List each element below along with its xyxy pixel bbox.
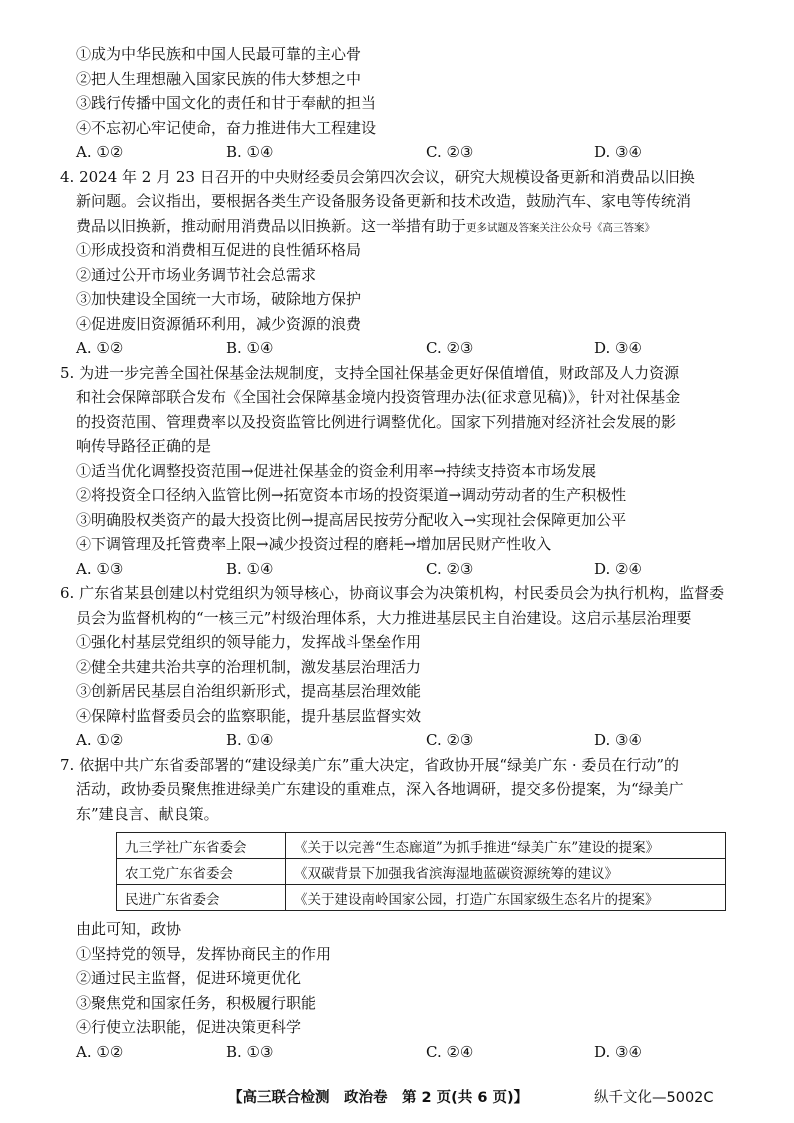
q7-option-1: ①坚持党的领导，发挥协商民主的作用 (76, 944, 332, 963)
q7-stem-line-1: 7. 依据中共广东省委部署的“建设绿美广东”重大决定，省政协开展“绿美广东 · 委员在行动”的 (60, 755, 680, 774)
table-row (117, 859, 726, 885)
q5-stem-line-1: 5. 为进一步完善全国社保基金法规制度，支持全国社保基金更好保值增值，财政部及人力资源 (60, 363, 680, 382)
q3-choice-d: D. ③④ (594, 143, 642, 161)
q7-stem: 由此可知，政协 (76, 920, 182, 938)
q5-option-3: ③明确股权类资产的最大投资比例→提高居民按劳分配收入→实现社会保障更加公平 (76, 510, 627, 529)
question-4 (60, 165, 740, 361)
q5-stem-line-4: 响传导路径正确的是 (76, 437, 212, 455)
q7-stem-line-2: 活动，政协委员聚焦推进绿美广东建设的重难点，深入各地调研，提交多份提案，为“绿美广 (76, 780, 684, 798)
question-6 (60, 581, 740, 753)
q4-stem-line-1: 4. 2024 年 2 月 23 日召开的中央财经委员会第四次会议，研究大规模设备更新和消费品以旧换 (60, 167, 695, 186)
table-cell-org: 民进广东省委会 (117, 885, 286, 911)
q7-stem-line-3: 东”建良言、献良策。 (76, 804, 219, 823)
q3-option-3: ③践行传播中国文化的责任和甘于奉献的担当 (76, 94, 377, 112)
q5-choices (60, 557, 740, 582)
q4-stem-line-2: 新问题。会议指出，要根据各类生产设备服务设备更新和技术改造，鼓励汽车、家电等传统消 (76, 192, 692, 210)
q3-choices (60, 140, 740, 165)
q5-stem-line-3: 的投资范围、管理费率以及投资监管比例进行调整优化。国家下列措施对经济社会发展的影 (76, 412, 677, 431)
q6-option-3: ③创新居民基层自治组织新形式，提高基层治理效能 (76, 682, 422, 700)
q7-option-4: ④行使立法职能，促进决策更科学 (76, 1018, 302, 1036)
q5-choice-b: B. ①④ (226, 559, 274, 578)
q5-stem-line-2: 和社会保障部联合发布《全国社会保障基金境内投资管理办法(征求意见稿)》，针对社保基金 (76, 388, 681, 406)
q5-option-4: ④下调管理及托管费率上限→减少投资过程的磨耗→增加居民财产性收入 (76, 535, 552, 553)
q7-choice-b: B. ①③ (226, 1042, 274, 1061)
q4-choice-b: B. ①④ (226, 339, 274, 357)
table-row (117, 885, 726, 911)
q4-stem-line-3 (60, 214, 740, 239)
q6-option-2: ②健全共建共治共享的治理机制，激发基层治理活力 (76, 657, 422, 676)
q4-watermark: 更多试题及答案关注公众号《高三答案》 (466, 221, 656, 234)
q6-stem-line-1: 6. 广东省某县创建以村党组织为领导核心，协商议事会为决策机构，村民委员会为执行机构，监督委 (60, 584, 725, 602)
q5-choice-c: C. ②③ (426, 559, 474, 578)
q5-choice-d: D. ②④ (594, 559, 642, 578)
question-5 (60, 361, 740, 582)
table-cell-org: 农工党广东省委会 (117, 859, 286, 885)
table-row (117, 833, 726, 859)
exam-page (60, 42, 740, 1064)
footer-page-info: 【高三联合检测 政治卷 第 2 页(共 6 页)】 (228, 1090, 529, 1106)
q3-option-1: ①成为中华民族和中国人民最可靠的主心骨 (76, 45, 362, 63)
q5-option-1: ①适当优化调整投资范围→促进社保基金的资金利用率→持续支持资本市场发展 (76, 461, 597, 480)
page-footer (0, 1086, 794, 1110)
q4-choice-c: C. ②③ (426, 339, 474, 357)
q7-choice-a: A. ①② (76, 1042, 124, 1061)
q6-option-1: ①强化村基层党组织的领导能力，发挥战斗堡垒作用 (76, 633, 422, 651)
q3-choice-b: B. ①④ (226, 143, 274, 161)
q7-choices (60, 1040, 740, 1065)
table-cell-proposal: 《双碳背景下加强我省滨海湿地蓝碳资源统筹的建议》 (286, 859, 726, 885)
q5-option-2: ②将投资全口径纳入监管比例→拓宽资本市场的投资渠道→调动劳动者的生产积极性 (76, 486, 627, 504)
q3-choice-c: C. ②③ (426, 143, 474, 161)
q3-option-2: ②把人生理想融入国家民族的伟大梦想之中 (76, 69, 362, 88)
q6-choices (60, 728, 740, 753)
table-cell-proposal: 《关于建设南岭国家公园，打造广东国家级生态名片的提案》 (286, 885, 726, 911)
q7-choice-d: D. ③④ (594, 1042, 642, 1061)
table-cell-proposal: 《关于以完善“生态廊道”为抓手推进“绿美广东”建设的提案》 (286, 833, 726, 859)
q6-choice-d: D. ③④ (594, 731, 642, 749)
q4-stem-line-3-text: 费品以旧换新，推动耐用消费品以旧换新。这一举措有助于 (76, 216, 467, 235)
table-cell-org: 九三学社广东省委会 (117, 833, 286, 859)
q4-choice-d: D. ③④ (594, 339, 642, 357)
q3-option-4: ④不忘初心牢记使命，奋力推进伟大工程建设 (76, 118, 377, 137)
footer-publisher: 纵千文化—5002C (594, 1090, 714, 1106)
q3-choice-a: A. ①② (76, 143, 124, 161)
q6-choice-c: C. ②③ (426, 731, 474, 749)
q7-option-3: ③聚焦党和国家任务，积极履行职能 (76, 993, 317, 1012)
q7-option-2: ②通过民主监督，促进环境更优化 (76, 969, 302, 987)
question-3-tail (60, 42, 740, 165)
q4-choice-a: A. ①② (76, 339, 124, 357)
q7-choice-c: C. ②④ (426, 1042, 474, 1061)
q6-choice-b: B. ①④ (226, 731, 274, 749)
q4-option-1: ①形成投资和消费相互促进的良性循环格局 (76, 241, 362, 259)
q5-choice-a: A. ①③ (76, 559, 124, 578)
q6-stem-line-2: 员会为监督机构的“一核三元”村级治理体系，大力推进基层民主自治建设。这启示基层治理要 (76, 608, 692, 627)
q4-option-3: ③加快建设全国统一大市场，破除地方保护 (76, 290, 362, 308)
q4-option-2: ②通过公开市场业务调节社会总需求 (76, 265, 317, 284)
q4-option-4: ④促进废旧资源循环利用，减少资源的浪费 (76, 314, 362, 333)
question-7 (60, 753, 740, 1065)
proposal-table (116, 832, 726, 911)
q4-choices (60, 336, 740, 361)
q6-option-4: ④保障村监督委员会的监察职能，提升基层监督实效 (76, 706, 422, 725)
q6-choice-a: A. ①② (76, 731, 124, 749)
